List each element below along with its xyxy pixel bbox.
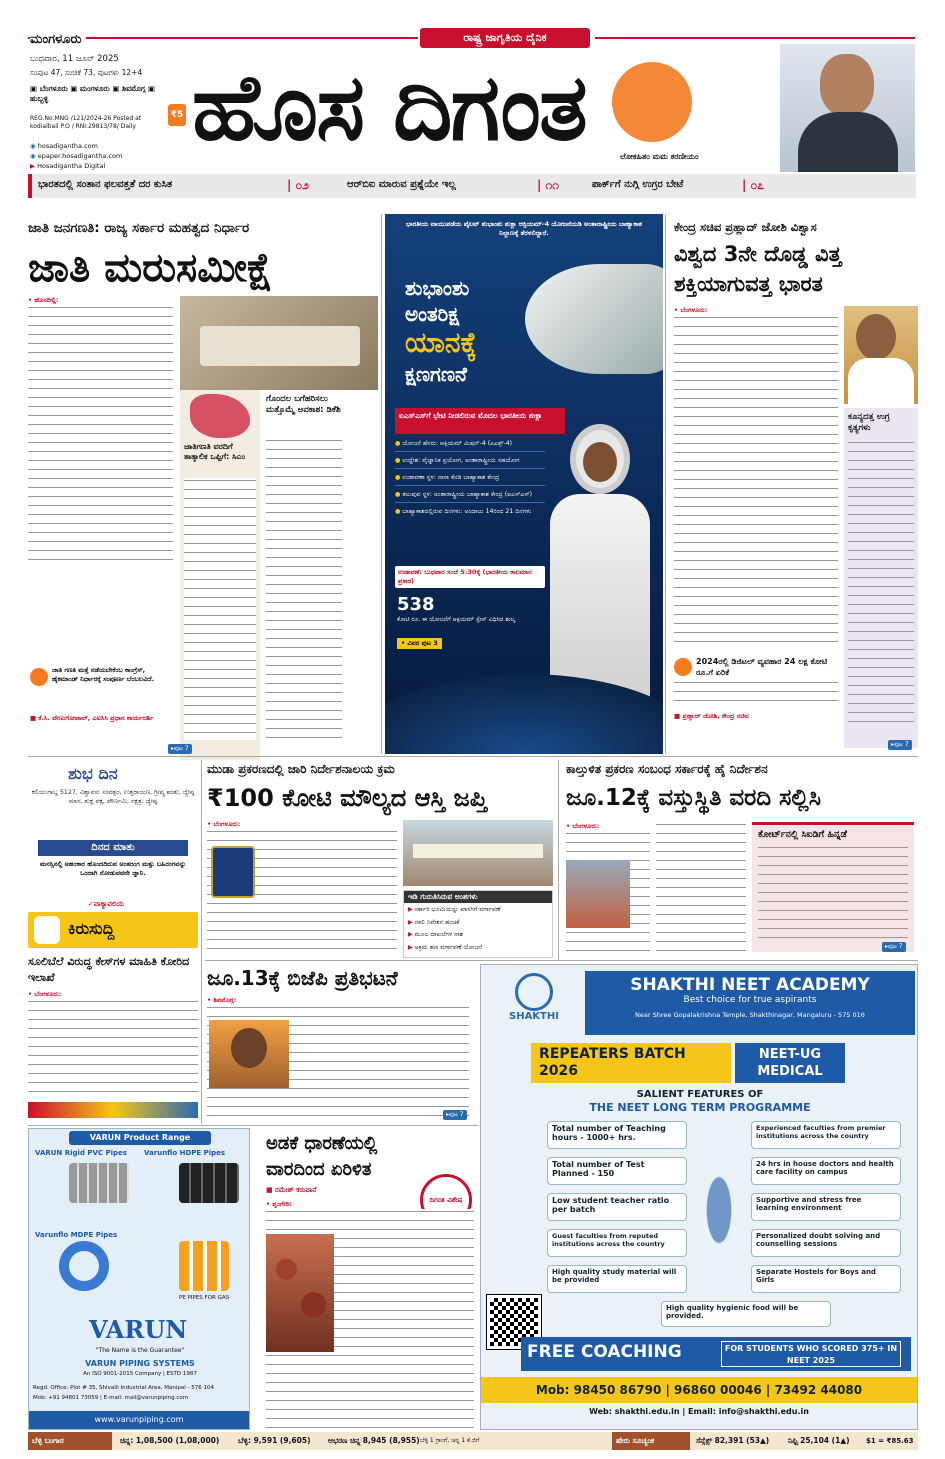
- varun-office: Regd. Office: Plot # 35, Shivalli Industrial Area, Manipal - 576 104: [33, 1385, 214, 1391]
- hand-icon: [34, 916, 60, 944]
- dina-quote: ಮನಸ್ಸಿನಲ್ಲಿ ಅಹಂಕಾರ ಹೊಂದದಿರುವ ಅಂತರಂಗ ಮತ್ತು ಬಹಿರಂಗವನ್ನು ಒಂದಾಗಿ ನೋಡುವವನೇ ಜ್ಞಾನಿ.: [39, 860, 187, 877]
- muda-list-item: ▶ ನಕಲಿ ನಿವೇಶನ ಹಂಚಿಕೆ: [408, 918, 460, 926]
- ornament-rate: ಆಭರಣ ಚಿನ್ನ 8,945 (8,955): [328, 1436, 420, 1445]
- varun-iso: An ISO 9001-2015 Company | ESTD 1987: [83, 1371, 197, 1377]
- varun-product-3: Varunflo MDPE Pipes: [35, 1231, 118, 1239]
- joshi-kicker: ಕೇಂದ್ರ ಸಚಿವ ಪ್ರಹ್ಲಾದ್ ಜೋಶಿ ವಿಶ್ವಾಸ: [674, 220, 817, 234]
- globe-icon: ◉: [30, 142, 38, 150]
- neet-batch: REPEATERS BATCH 2026: [531, 1043, 731, 1083]
- high-court-photo: [566, 860, 630, 928]
- neet-feature: Supportive and stress free learning environment: [751, 1193, 901, 1221]
- neet-feature: Experienced faculties from premier institutions across the country: [751, 1121, 901, 1149]
- joshi-headline-1: ವಿಶ್ವದ 3ನೇ ದೊಡ್ಡ ವಿತ್ತ: [674, 242, 842, 266]
- muda-story: [205, 760, 555, 960]
- varun-product-1: VARUN Rigid PVC Pipes: [35, 1149, 127, 1157]
- space-facts: [395, 440, 545, 524]
- divider: [28, 1125, 478, 1126]
- varun-brand: VARUN: [89, 1315, 188, 1344]
- teaser-3[interactable]: ಪಾರ್ಕ್‌ಗೆ ನುಗ್ಗಿ ಉಗ್ರರ ಬೇಟೆ: [592, 179, 684, 190]
- lead-photo: [180, 296, 378, 390]
- space-launch-time: ಉಡಾವಣೆ: ಬುಧವಾರ ಸಂಜೆ 5:30ಕ್ಕೆ (ಭಾರತೀಯ ಕಾಲಮಾನ ಪ್ರಕಾರ): [395, 566, 545, 588]
- neet-sf1: SALIENT FEATURES OF: [636, 1089, 764, 1100]
- neet-feature: Guest faculties from reputed institutions across the country: [547, 1229, 687, 1257]
- motto: ಲೋಕಹಿತಂ ಮಮ ಕರಣೀಯಂ: [620, 152, 699, 161]
- bullion-label: ಬೆಳ್ಳಿ ಬಂಗಾರ: [28, 1432, 112, 1450]
- lead-side2-title: ಗೊಂದಲ ಬಗೆಹರಿಸಲು ಮತ್ತೊಮ್ಮೆ ಅವಕಾಶ: ಡಿಕೆಶಿ: [266, 394, 341, 415]
- space-title-4: ಕ್ಷಣಗಣನೆ: [405, 362, 467, 386]
- ed-logo: [211, 846, 255, 898]
- price-badge: ₹5: [168, 104, 186, 126]
- divider: [381, 214, 382, 754]
- gold-rate: ಚಿನ್ನ: 1,08,500 (1,08,000): [120, 1436, 220, 1445]
- varun-product-2: Varunflo HDPE Pipes: [144, 1149, 226, 1157]
- neet-feature: High quality study material will be provided: [547, 1265, 687, 1293]
- stampede-continue[interactable]: ▸ಪುಟ 7: [882, 942, 906, 952]
- sensex-value: ಸೆನ್ಸೆಕ್ಸ್ 82,391 (53▲): [696, 1436, 770, 1445]
- muda-list: [403, 890, 553, 958]
- varun-product-4: PE PIPES FOR GAS: [179, 1295, 230, 1301]
- teaser-3-page: | ೦೭: [742, 178, 765, 192]
- muda-building-photo: [403, 820, 553, 886]
- tagline-banner: ರಾಷ್ಟ್ರ ಜಾಗೃತಿಯ ದೈನಿಕ: [420, 28, 590, 48]
- bjp-story: [205, 962, 475, 1124]
- dot-icon: ●: [395, 457, 403, 464]
- divider: [205, 960, 918, 961]
- bjp-continue[interactable]: ▸ಪುಟ 7: [443, 1110, 467, 1120]
- arecanut-headline-2: ವಾರದಿಂದ ಏರಿಳಿತ: [266, 1159, 372, 1180]
- space-title-1: ಶುಭಾಂಶು: [405, 276, 470, 300]
- epaper-link[interactable]: ◉ epaper.hosadigantha.com: [30, 152, 123, 160]
- silver-rate: ಬೆಳ್ಳಿ: 9,591 (9,605): [238, 1436, 311, 1445]
- dina-source: ✓ವಾಕ್ಯಾವಲಿಯ: [88, 900, 124, 908]
- dina-banner: ದಿನದ ಮಾತು: [38, 840, 188, 856]
- bjp-headline: ಜೂ.13ಕ್ಕೆ ಬಿಜೆಪಿ ಪ್ರತಿಭಟನೆ: [207, 966, 398, 990]
- shubha-dina: [28, 760, 198, 1122]
- varun-slogan: "The Name is the Guarantee": [95, 1347, 185, 1354]
- space-more[interactable]: • ವಿವರ ಪುಟ 3: [397, 638, 442, 649]
- divider: [201, 760, 202, 1124]
- stampede-story: [562, 760, 918, 960]
- neet-left-list: [547, 1121, 687, 1293]
- divider: [558, 760, 559, 960]
- teaser-bar: [28, 174, 916, 198]
- stampede-box-title: ಕೋರ್ಟ್‌ನಲ್ಲಿ ಸಿಐಡಿಗೆ ಹಿನ್ನಡೆ: [758, 829, 847, 840]
- joshi-sidebar: [844, 408, 918, 748]
- stampede-kicker: ಕಾಲ್ತುಳಿತ ಪ್ರಕರಣ ಸಂಬಂಧ ಸರ್ಕಾರಕ್ಕೆ ಹೈ ನಿರ್ದೇಶನ: [566, 762, 768, 776]
- joshi-digital-box: 2024ರಲ್ಲಿ ಡಿಜಿಟಲ್ ವ್ಯವಹಾರ 24 ಲಕ್ಷ ಕೋಟಿ ರೂ.ಗೆ ಏರಿಕೆ ■ ಪ್ರಹ್ಲಾದ್ ಜೋಶಿ, ಕೇಂದ್ರ ಸಚಿವ: [674, 654, 838, 724]
- lead-sidebar: [180, 390, 260, 760]
- teaser-2-page: | ೧೧: [537, 178, 560, 192]
- teaser-1-page: | ೦೨: [287, 178, 310, 192]
- dot-icon: ●: [395, 491, 403, 498]
- portrait-photo: [780, 44, 915, 172]
- quote-icon: [30, 668, 48, 686]
- market-footer: [28, 1432, 918, 1450]
- muda-list-item: ▶ ಅಕ್ರಮ ಹಣ ವರ್ಗಾವಣೆ ಯೋಜನೆ: [408, 943, 483, 951]
- neet-tag: NEET-UG MEDICAL: [735, 1043, 845, 1083]
- muda-list-item: ▶ ಸರ್ಕಾರಿ ಭೂಮಿಯನ್ನು ಖಾಸಗಿಗೆ ವರ್ಗಾವಣೆ: [408, 906, 501, 913]
- edition-city: ಮಂಗಳೂರು: [30, 32, 86, 47]
- muda-body: • ಬೆಂಗಳೂರು:: [207, 820, 397, 950]
- arecanut-body: • ಶೃಂಗೇರಿ:: [266, 1200, 474, 1428]
- youtube-icon: ▶: [30, 162, 38, 170]
- joshi-headline-2: ಶಕ್ತಿಯಾಗುವತ್ತ ಭಾರತ: [674, 272, 823, 296]
- lead-headline: ಜಾತಿ ಮರುಸಮೀಕ್ಷೆ: [28, 245, 273, 291]
- neet-illustration: [691, 1135, 747, 1285]
- neet-logo: SHAKTHI: [487, 973, 581, 1043]
- joshi-photo: [844, 306, 918, 404]
- globe-icon: ◉: [30, 152, 38, 160]
- hdpe-pipes-image: [179, 1163, 239, 1203]
- dot-icon: ●: [395, 474, 403, 481]
- lead-body: • ಹೊಸದಿಲ್ಲಿ:: [28, 296, 173, 561]
- dot-icon: ●: [395, 440, 403, 447]
- arecanut-byline: ■ ರಮೇಶ್ ಕರುವಾನೆ: [266, 1186, 317, 1194]
- brief-headline: ಸೂಲಿಬೆಲೆ ವಿರುದ್ಧ ಕೇಸ್‌ಗಳ ಮಾಹಿತಿ ಕೋರಿದ ಇಲಾಖೆ: [28, 955, 190, 984]
- exclusive-badge: ದಿಗಂತ ವಿಶೇಷ: [420, 1174, 472, 1226]
- muda-list-item: ▶ ಮೂಲ ದಾಖಲೆಗಳ ನಾಶ: [408, 931, 464, 938]
- kirusuddi-banner: ಕಿರುಸುದ್ದಿ: [28, 912, 198, 948]
- bjp-photo: [209, 1020, 289, 1088]
- shubha-title: ಶುಭ ದಿನ: [68, 764, 118, 783]
- joshi-quote-icon: [674, 658, 692, 676]
- lead-kicker: ಜಾತಿ ಜನಗಣತಿ: ರಾಜ್ಯ ಸರ್ಕಾರ ಮಹತ್ವದ ನಿರ್ಧಾರ: [28, 220, 250, 236]
- arrow-icon: ▶: [408, 918, 415, 926]
- neet-feature: Low student teacher ratio per batch: [547, 1193, 687, 1221]
- dot-icon: ●: [395, 508, 403, 515]
- neet-header: SHAKTHI NEET ACADEMY Best choice for true aspirants Near Shree Gopalakrishna Temple, Shakthinagar, Mangaluru - 575 016: [585, 971, 915, 1035]
- bjp-body: • ಶಿವಮೊಗ್ಗ:: [207, 996, 469, 1116]
- lead-story: [28, 214, 378, 754]
- space-intro: ಭಾರತೀಯ ವಾಯುಪಡೆಯ ಪೈಲಟ್ ಶುಭಾಂಶು ಶುಕ್ಲಾ ಆಕ್ಸಿಯಮ್-4 ಯೋಜನೆಯಡಿ ಅಂತಾರಾಷ್ಟ್ರೀಯ ಬಾಹ್ಯಾಕಾಶ ನಿಲ್ದಾಣಕ್ಕೆ ತೆರಳಲಿದ್ದಾರೆ.: [405, 220, 643, 237]
- neet-feature: Total number of Test Planned - 150: [547, 1157, 687, 1185]
- stampede-box: [752, 822, 914, 952]
- tagline-rule-left: [28, 37, 418, 39]
- lead-column-2: [266, 390, 378, 760]
- india-map-logo: [612, 62, 692, 142]
- arecanut-photo: [266, 1234, 334, 1352]
- stampede-headline: ಜೂ.12ಕ್ಕೆ ವಸ್ತುಸ್ಥಿತಿ ವರದಿ ಸಲ್ಲಿಸಿ: [566, 785, 821, 811]
- mdpe-coil-image: [59, 1241, 109, 1291]
- brief-body: • ಬೆಂಗಳೂರು:: [28, 990, 198, 1094]
- rate-note: ಬೆಳ್ಳಿ 1 ಗ್ರಾಂಗೆ, ಚಿನ್ನ 1 ಕೆ.ಜಿಗೆ: [420, 1437, 480, 1444]
- neet-free-banner: FREE COACHING FOR STUDENTS WHO SCORED 375+ IN NEET 2025: [521, 1337, 911, 1371]
- varun-company: VARUN PIPING SYSTEMS: [85, 1359, 195, 1368]
- karnataka-map-graphic: [190, 394, 250, 438]
- space-title-3: ಯಾನಕ್ಕೆ: [405, 326, 477, 359]
- arrow-icon: ▶: [408, 931, 415, 938]
- neet-feature: Separate Hostels for Boys and Girls: [751, 1265, 901, 1293]
- joshi-story: [668, 214, 918, 754]
- neet-feature: Personalized doubt solving and counselling sessions: [751, 1229, 901, 1257]
- joshi-continue[interactable]: ▸ಪುಟ 7: [888, 740, 912, 750]
- neet-web[interactable]: Web: shakthi.edu.in | Email: info@shakthi.edu.in: [589, 1407, 809, 1416]
- masthead: [0, 0, 945, 172]
- spacecraft-image: [525, 264, 663, 374]
- muda-kicker: ಮುಡಾ ಪ್ರಕರಣದಲ್ಲಿ ಜಾರಿ ನಿರ್ದೇಶನಾಲಯ ಕ್ರಮ: [207, 762, 395, 776]
- lead-quote-box: ಜಾತಿ ಗಣತಿ ಮತ್ತೆ ನಡೆಯಬೇಕೆಂಬ ಕಾಂಗ್ರೆಸ್, ಹೈಕಮಾಂಡ್ ನಿರ್ಧಾರಕ್ಕೆ ಸಂಪೂರ್ಣ ಬೆಂಬಲವಿದೆ. ■ ಕೆ.ಸಿ. ವೇಣುಗೋಪಾಲ್, ಎಐಸಿಸಿ ಪ್ರಧಾನ ಕಾರ್ಯದರ್ಶಿ: [30, 666, 155, 722]
- neet-extra: High quality hygienic food will be provided.: [661, 1301, 831, 1327]
- sensex-label: ಷೇರು ಸೂಚ್ಯಂಕ: [612, 1432, 690, 1450]
- usd-rate: $1 = ₹85.63: [866, 1437, 914, 1445]
- fact-item: ● ಉದ್ದೇಶ: ವೈಜ್ಞಾನಿಕ ಪ್ರಯೋಗ, ಅಂತಾರಾಷ್ಟ್ರೀಯ ಸಹಯೋಗ: [395, 457, 545, 469]
- neet-feature: Total number of Teaching hours - 1000+ hrs.: [547, 1121, 687, 1149]
- neet-contact[interactable]: Mob: 98450 86790 | 96860 00046 | 73492 44080: [481, 1377, 917, 1403]
- varun-title: VARUN Product Range: [69, 1131, 211, 1145]
- space-ribbon: ಐಎಸ್‌ಎಸ್‌ಗೆ ಭೇಟಿ ನೀಡಲಿರುವ ಮೊದಲ ಭಾರತೀಯ ಶುಕ್ಲಾ: [395, 408, 565, 434]
- muda-list-title: ಇಡಿ ಗುರುತಿಸಿರುವ ಅಂಶಗಳು: [404, 891, 552, 903]
- neet-feature: 24 hrs in house doctors and health care facility on campus: [751, 1157, 901, 1185]
- fact-item: ● ಬಾಹ್ಯಾಕಾಶದಲ್ಲಿರುವ ದಿನಗಳು: ಅಂದಾಜು 14ರಿಂದ 21 ದಿನಗಳು: [395, 508, 532, 515]
- arrow-icon: ▶: [408, 906, 415, 913]
- editions-list: ▣ ಬೆಂಗಳೂರು ▣ ಮಂಗಳೂರು ▣ ಶಿವಮೊಗ್ಗ ▣ ಹುಬ್ಬಳ್ಳಿ: [30, 84, 156, 103]
- lead-sidebar-title: ಜಾತಿಗಣತಿ ವರದಿಗೆ ತಾತ್ಕಾಲಿಕ ಒಪ್ಪಿಗೆ: ಸಿಎಂ: [184, 442, 246, 461]
- muda-headline: ₹100 ಕೋಟಿ ಮೌಲ್ಯದ ಆಸ್ತಿ ಜಪ್ತಿ: [207, 784, 488, 812]
- varun-phone: Mob: +91 94801 73059 | E-mail: mail@varunpiping.com: [33, 1395, 189, 1401]
- neet-right-list: [751, 1121, 901, 1293]
- earth-image: [385, 674, 663, 754]
- gas-pipes-image: [179, 1241, 229, 1291]
- divider: [28, 756, 918, 757]
- youtube-link[interactable]: ▶ Hosadigantha Digital: [30, 162, 106, 170]
- issue-volume: ಸಂಪುಟ 47, ಸಂಚಿಕೆ 73, ಪುಟಗಳು 12+4: [30, 68, 143, 77]
- teaser-1[interactable]: ಭಾರತದಲ್ಲಿ ಸಂತಾನ ಫಲವತ್ತತೆ ದರ ಕುಸಿತ: [38, 179, 173, 190]
- brief-decoration: [28, 1102, 198, 1118]
- divider: [665, 214, 666, 754]
- space-title-2: ಅಂತರಿಕ್ಷ: [405, 302, 460, 326]
- teaser-2[interactable]: ಆರ್‌ಬಿಐ ಮಾರುವ ಪ್ರಶ್ನೆಯೇ ಇಲ್ಲ: [347, 179, 456, 190]
- arecanut-story: [256, 1128, 476, 1430]
- space-cost-label: ಕೋಟಿ ರೂ. ಈ ಯೋಜನೆಗೆ ಆಕ್ಸಿಯಮ್ ಸ್ಪೇಸ್ ವಿಧಿಸಿದ ಶುಲ್ಕ: [397, 616, 515, 623]
- newspaper-title: ಹೊಸ ದಿಗಂತ: [192, 53, 586, 161]
- space-feature: [385, 214, 663, 754]
- fact-item: ● ತಲುಪುವ ಸ್ಥಳ: ಅಂತಾರಾಷ್ಟ್ರೀಯ ಬಾಹ್ಯಾಕಾಶ ಕೇಂದ್ರ (ಐಎಸ್‌ಎಸ್): [395, 491, 545, 503]
- varun-ad: [28, 1128, 250, 1430]
- stampede-body-2: [656, 822, 746, 952]
- tagline-rule: [595, 37, 915, 39]
- joshi-sidebar-title: ಕೂನ್ಯದತ್ತ ಉಗ್ರ ಕೃತ್ಯಗಳು: [848, 412, 890, 433]
- issue-date: ಬುಧವಾರ, 11 ಜೂನ್ 2025: [30, 54, 119, 64]
- arrow-icon: ▶: [408, 943, 415, 951]
- fact-item: ● ಯೋಜನೆ ಹೆಸರು: ಆಕ್ಸಿಯಮ್ ಮಿಷನ್-4 (ಎಎಕ್ಸ್-4): [395, 440, 545, 452]
- nifty-value: ನಿಫ್ಟಿ 25,104 (1▲): [788, 1436, 850, 1445]
- pvc-pipes-image: [69, 1163, 129, 1203]
- web-link[interactable]: ◉ hosadigantha.com: [30, 142, 98, 150]
- shubha-text: ಕಲಿಯುಗಾಬ್ದ 5127, ವಿಶ್ವಾವಸು ಸಂವತ್ಸರ, ಉತ್ತರಾಯಣ, ಗ್ರೀಷ್ಮ ಋತು, ಜ್ಯೇಷ್ಠ ಮಾಸ, ಶುಕ್ಲ ಪಕ್ಷ, ಪೌರ್ಣಮಿ, ನಕ್ಷತ್ರ: ಜ್ಯೇಷ್ಠ: [31, 789, 195, 805]
- fact-item: ● ಉಡಾವಣಾ ಸ್ಥಳ: ನಾಸಾ ಕೆನಡಿ ಬಾಹ್ಯಾಕಾಶ ಕೇಂದ್ರ: [395, 474, 545, 486]
- joshi-body: • ಬೆಂಗಳೂರು:: [674, 306, 838, 652]
- varun-web[interactable]: www.varunpiping.com: [29, 1411, 249, 1429]
- neet-sf2: THE NEET LONG TERM PROGRAMME: [589, 1101, 811, 1114]
- stampede-body-1: • ಬೆಂಗಳೂರು:: [566, 822, 650, 952]
- arecanut-headline-1: ಅಡಕೆ ಧಾರಣೆಯಲ್ಲಿ: [266, 1133, 378, 1154]
- space-cost: 538: [397, 594, 435, 615]
- neet-ad: [480, 964, 918, 1430]
- lead-continue[interactable]: ▸ಪುಟ 7: [168, 744, 192, 754]
- registration: REG.No.MNG /121/2024-26 Posted at kodialbail P.O / RNI:29813/78/ Daily: [30, 115, 142, 130]
